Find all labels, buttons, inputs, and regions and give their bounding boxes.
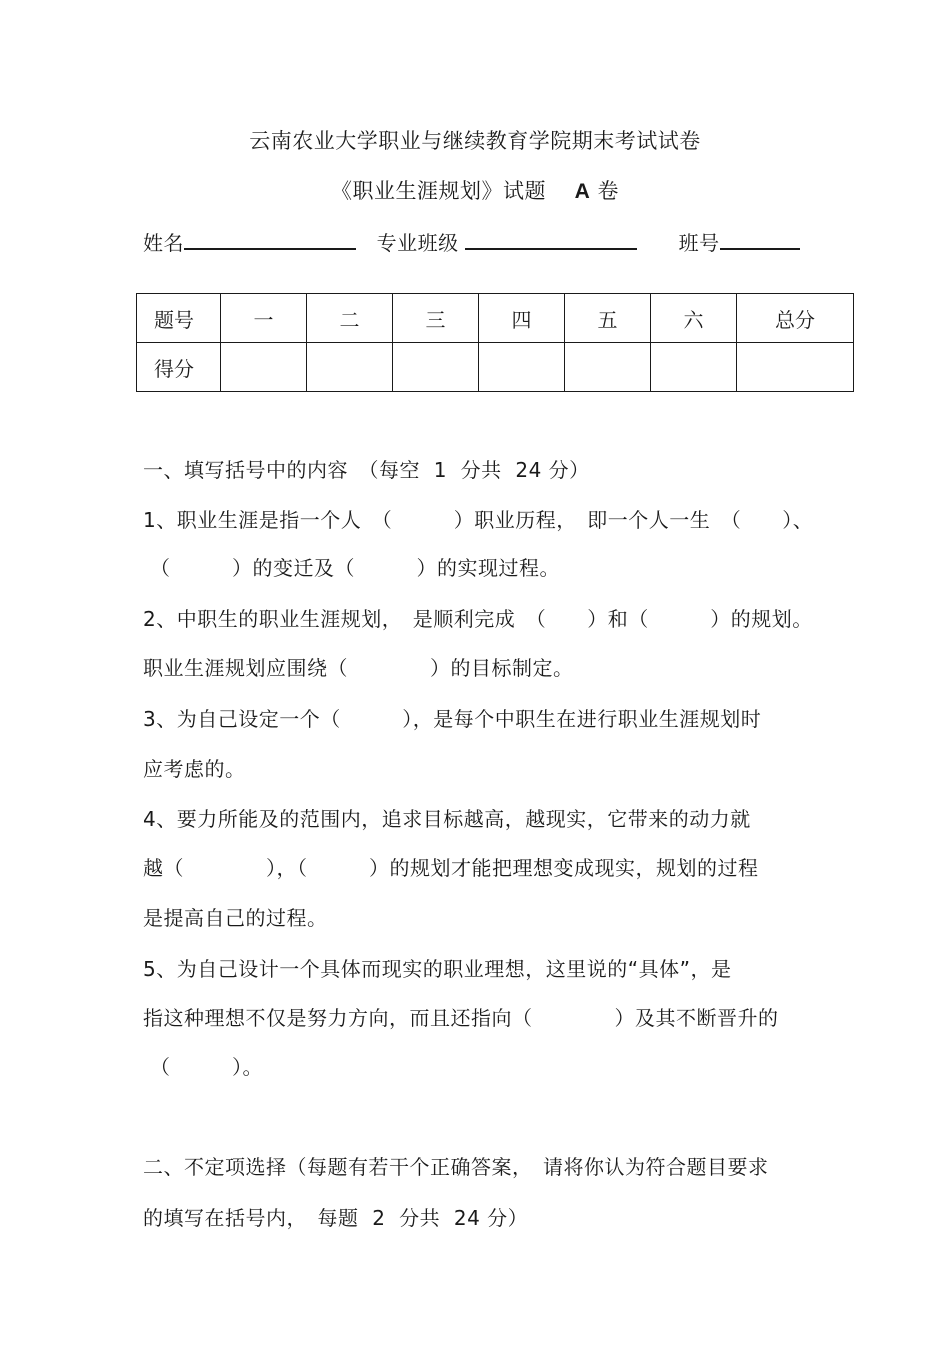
section1-heading: 一、填写括号中的内容 （每空 1 分共 24 分） (143, 458, 590, 482)
subtitle-paper-suffix: 卷 (597, 179, 620, 203)
question-line: 应考虑的。 (143, 757, 246, 781)
score-cell[interactable] (221, 343, 307, 392)
exam-subtitle (0, 178, 950, 205)
score-table (136, 293, 854, 392)
score-header-cell: 一 (221, 294, 307, 343)
question-line: 1、职业生涯是指一个人 （ ）职业历程， 即一个人一生 （ ）、 (143, 508, 814, 532)
question-line: 指这种理想不仅是努力方向，而且还指向（ ）及其不断晋升的 (143, 1006, 779, 1030)
score-header-cell: 题号 (137, 294, 221, 343)
question-line: 2、中职生的职业生涯规划， 是顺利完成 （ ）和（ ）的规划。 (143, 607, 813, 631)
name-blank[interactable] (184, 228, 356, 250)
score-header-cell: 六 (651, 294, 737, 343)
score-cell[interactable] (307, 343, 393, 392)
question-line: 5、为自己设计一个具体而现实的职业理想，这里说的“具体”，是 (143, 957, 732, 981)
score-table-score-row (137, 343, 854, 392)
question-line: 越（ ），（ ）的规划才能把理想变成现实，规划的过程 (143, 856, 759, 880)
score-cell[interactable] (651, 343, 737, 392)
score-cell[interactable] (393, 343, 479, 392)
subtitle-course: 《职业生涯规划》试题 (330, 179, 546, 203)
student-info-row (143, 228, 800, 256)
score-cell[interactable] (737, 343, 854, 392)
section2-heading-line1: 二、不定项选择（每题有若干个正确答案， 请将你认为符合题目要求 (143, 1155, 769, 1179)
question-line: 职业生涯规划应围绕（ ）的目标制定。 (143, 656, 574, 680)
class-label: 班号 (678, 231, 720, 255)
exam-title: 云南农业大学职业与继续教育学院期末考试试卷 (249, 129, 701, 153)
score-header-cell: 二 (307, 294, 393, 343)
score-header-cell: 四 (479, 294, 565, 343)
score-header-cell: 五 (565, 294, 651, 343)
subtitle-paper-letter: A (574, 180, 591, 203)
score-cell[interactable] (479, 343, 565, 392)
class-blank[interactable] (720, 228, 800, 250)
major-label: 专业班级 (376, 231, 459, 255)
score-header-cell: 三 (393, 294, 479, 343)
score-table-header-row (137, 294, 854, 343)
score-header-cell: 总分 (737, 294, 854, 343)
major-blank[interactable] (465, 228, 637, 250)
question-line: 是提高自己的过程。 (143, 906, 328, 930)
question-line: （ ）。 (150, 1055, 263, 1079)
question-line: （ ）的变迁及（ ）的实现过程。 (150, 556, 560, 580)
score-cell[interactable] (565, 343, 651, 392)
score-row-label: 得分 (137, 343, 221, 392)
question-line: 3、为自己设定一个（ ），是每个中职生在进行职业生涯规划时 (143, 707, 762, 731)
name-label: 姓名 (143, 231, 184, 255)
question-line: 4、要力所能及的范围内，追求目标越高，越现实，它带来的动力就 (143, 807, 751, 831)
section2-heading-line2: 的填写在括号内， 每题 2 分共 24 分） (143, 1206, 529, 1230)
